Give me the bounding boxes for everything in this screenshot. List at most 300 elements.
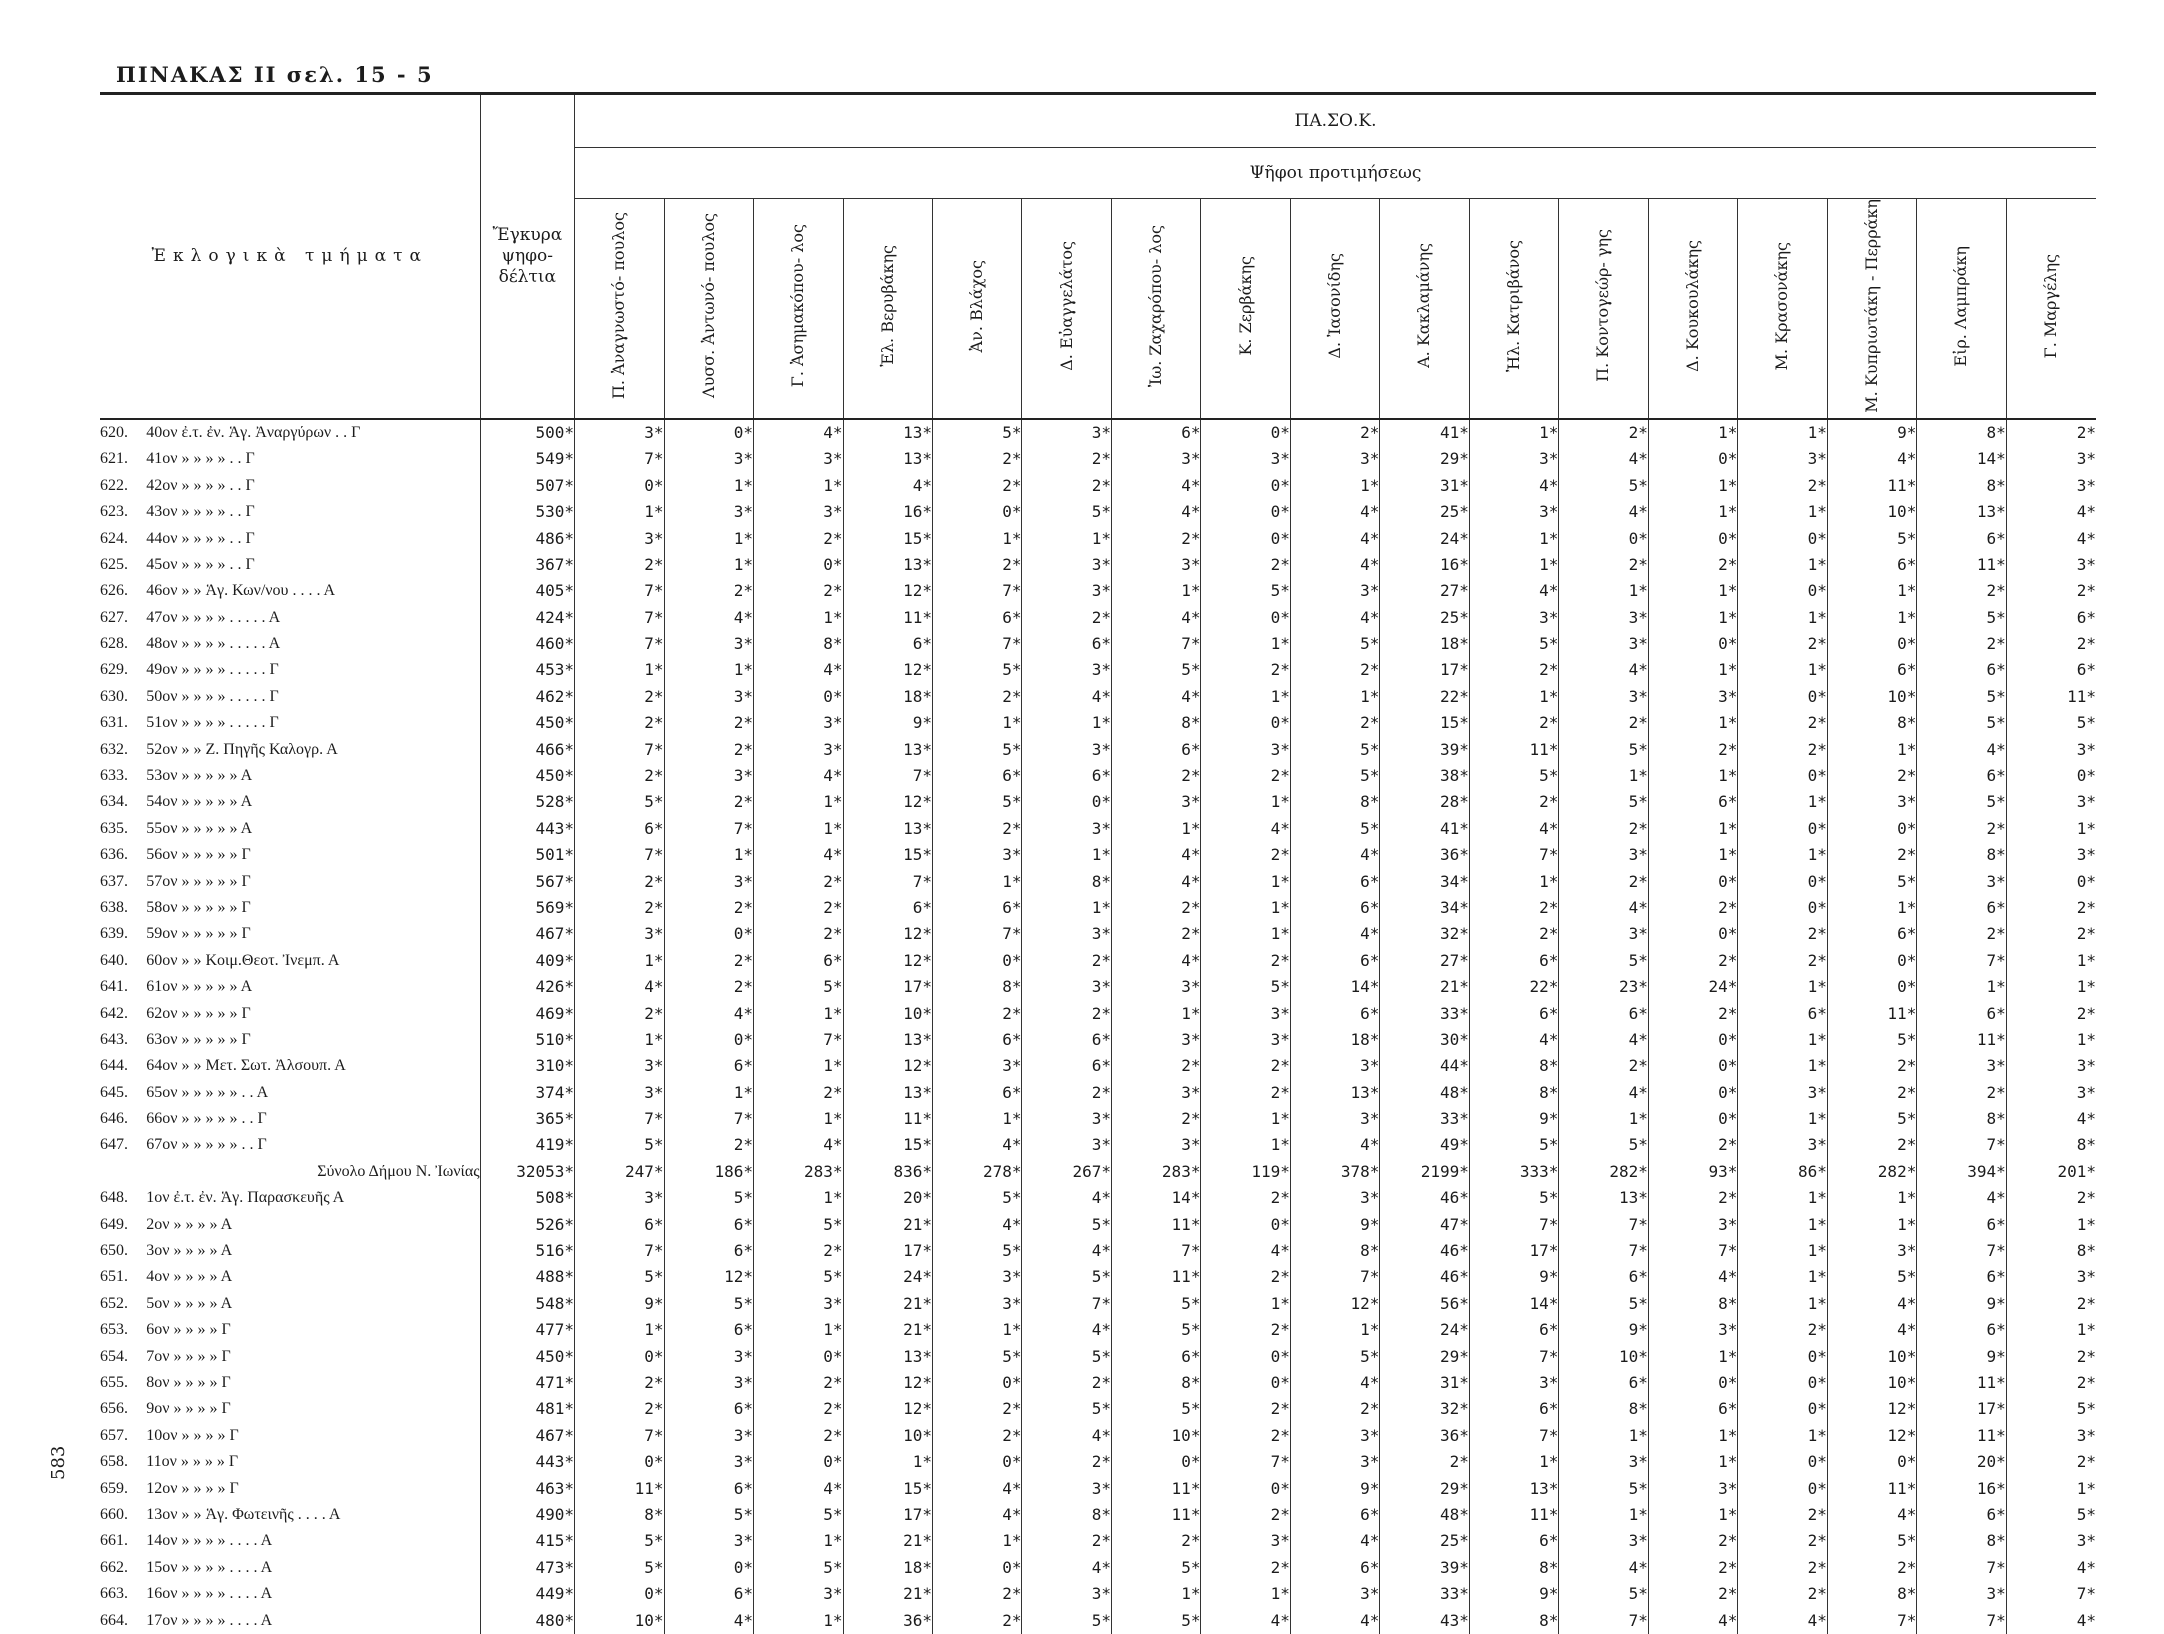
vote-cell: 11*	[1469, 1502, 1558, 1528]
vote-cell: 21*	[1380, 974, 1469, 1000]
vote-cell: 2*	[1201, 948, 1290, 974]
row-number: 658.	[100, 1453, 128, 1471]
valid-ballots-cell: 450*	[480, 710, 575, 736]
vote-cell: 0*	[933, 1370, 1022, 1396]
vote-cell: 2*	[664, 789, 753, 815]
vote-cell: 8*	[1111, 710, 1200, 736]
vote-cell: 8*	[1559, 1396, 1648, 1422]
vote-cell: 8*	[1469, 1053, 1558, 1079]
vote-cell: 2*	[1111, 1106, 1200, 1132]
vote-cell: 6*	[1917, 657, 2006, 683]
candidate-header	[1380, 199, 1469, 419]
vote-cell: 10*	[1827, 1343, 1916, 1369]
vote-cell: 1*	[754, 789, 843, 815]
valid-ballots-cell: 490*	[480, 1502, 575, 1528]
vote-cell: 1*	[2006, 1211, 2096, 1237]
vote-cell: 2*	[664, 1132, 753, 1158]
vote-cell: 4*	[1290, 604, 1379, 630]
row-number: 624.	[100, 529, 128, 547]
vote-cell: 3*	[1201, 1528, 1290, 1554]
vote-cell: 3*	[933, 1291, 1022, 1317]
table-row	[100, 1555, 2096, 1581]
vote-cell: 3*	[1469, 499, 1558, 525]
section-label: 3ον » » » » Α	[146, 1242, 233, 1260]
section-label: 49ον » » » » . . . . . Γ	[146, 661, 279, 679]
candidate-name: Ἐλ. Βερυβάκης	[877, 245, 897, 367]
vote-cell: 2*	[1201, 1555, 1290, 1581]
vote-cell: 1*	[575, 1317, 664, 1343]
vote-cell: 8*	[1022, 868, 1111, 894]
table-row	[100, 446, 2096, 472]
vote-cell: 4*	[1290, 1132, 1379, 1158]
vote-cell: 4*	[1111, 868, 1200, 894]
row-number: 632.	[100, 740, 128, 758]
table-body	[100, 419, 2096, 1634]
valid-ballots-cell: 549*	[480, 446, 575, 472]
vote-cell: 5*	[1111, 1291, 1200, 1317]
valid-ballots-cell: 569*	[480, 895, 575, 921]
section-label: 60ον » » Κοιμ.Θεοτ. Ἰνεμπ. Α	[146, 951, 340, 969]
vote-cell: 4*	[1559, 1555, 1648, 1581]
vote-cell: 1*	[1022, 525, 1111, 551]
candidate-header	[843, 199, 932, 419]
vote-cell: 0*	[1201, 473, 1290, 499]
vote-cell: 1*	[933, 868, 1022, 894]
vote-cell: 5*	[933, 1343, 1022, 1369]
vote-cell: 5*	[1559, 948, 1648, 974]
vote-cell: 2*	[933, 552, 1022, 578]
vote-cell: 29*	[1380, 446, 1469, 472]
candidate-header	[1648, 199, 1737, 419]
vote-cell: 3*	[1290, 1106, 1379, 1132]
vote-cell: 14*	[1290, 974, 1379, 1000]
vote-cell: 1*	[1648, 1343, 1737, 1369]
vote-cell: 9*	[1827, 419, 1916, 446]
vote-cell: 4*	[754, 842, 843, 868]
vote-cell: 186*	[664, 1159, 753, 1185]
table-row	[100, 1317, 2096, 1343]
vote-cell: 7*	[575, 446, 664, 472]
valid-ballots-cell: 424*	[480, 604, 575, 630]
vote-cell: 7*	[575, 842, 664, 868]
vote-cell: 9*	[1917, 1343, 2006, 1369]
vote-cell: 11*	[843, 604, 932, 630]
table-row	[100, 842, 2096, 868]
vote-cell: 282*	[1827, 1159, 1916, 1185]
vote-cell: 3*	[1111, 1080, 1200, 1106]
vote-cell: 4*	[664, 1000, 753, 1026]
vote-cell: 6*	[575, 816, 664, 842]
valid-ballots-cell: 449*	[480, 1581, 575, 1607]
vote-cell: 8*	[2006, 1132, 2096, 1158]
valid-ballots-cell: 508*	[480, 1185, 575, 1211]
vote-cell: 5*	[1201, 974, 1290, 1000]
vote-cell: 0*	[933, 948, 1022, 974]
vote-cell: 4*	[1559, 1027, 1648, 1053]
vote-cell: 5*	[1827, 868, 1916, 894]
vote-cell: 12*	[843, 789, 932, 815]
preferences-header: Ψῆφοι προτιμήσεως	[575, 148, 2096, 199]
vote-cell: 2*	[2006, 578, 2096, 604]
vote-cell: 11*	[1469, 736, 1558, 762]
vote-cell: 11*	[1111, 1475, 1200, 1501]
valid-ballots-header: Ἔγκυρα ψηφο- δέλτια	[480, 94, 575, 419]
vote-cell: 1*	[1827, 895, 1916, 921]
vote-cell: 13*	[1469, 1475, 1558, 1501]
vote-cell: 0*	[1648, 631, 1737, 657]
vote-cell: 1*	[2006, 1475, 2096, 1501]
vote-cell: 2*	[1559, 552, 1648, 578]
vote-cell: 9*	[843, 710, 932, 736]
vote-cell: 4*	[933, 1475, 1022, 1501]
vote-cell: 5*	[1559, 1475, 1648, 1501]
vote-cell: 5*	[1827, 1027, 1916, 1053]
vote-cell: 6*	[1559, 1264, 1648, 1290]
vote-cell: 0*	[1648, 1027, 1737, 1053]
vote-cell: 1*	[664, 552, 753, 578]
vote-cell: 2*	[1022, 1000, 1111, 1026]
vote-cell: 6*	[664, 1396, 753, 1422]
vote-cell: 4*	[1559, 446, 1648, 472]
valid-ballots-cell: 477*	[480, 1317, 575, 1343]
vote-cell: 36*	[1380, 842, 1469, 868]
vote-cell: 2*	[575, 1370, 664, 1396]
vote-cell: 17*	[1469, 1238, 1558, 1264]
vote-cell: 21*	[843, 1581, 932, 1607]
vote-cell: 48*	[1380, 1080, 1469, 1106]
vote-cell: 2*	[1738, 1555, 1827, 1581]
vote-cell: 6*	[1469, 1528, 1558, 1554]
vote-cell: 14*	[1469, 1291, 1558, 1317]
vote-cell: 3*	[754, 736, 843, 762]
vote-cell: 8*	[575, 1502, 664, 1528]
vote-cell: 119*	[1201, 1159, 1290, 1185]
vote-cell: 1*	[1201, 789, 1290, 815]
vote-cell: 30*	[1380, 1027, 1469, 1053]
vote-cell: 5*	[575, 789, 664, 815]
vote-cell: 2*	[1648, 1000, 1737, 1026]
vote-cell: 4*	[933, 1132, 1022, 1158]
vote-cell: 3*	[1738, 1132, 1827, 1158]
vote-cell: 1*	[1469, 525, 1558, 551]
vote-cell: 0*	[933, 499, 1022, 525]
vote-cell: 10*	[1827, 1370, 1916, 1396]
vote-cell: 5*	[664, 1185, 753, 1211]
vote-cell: 6*	[1290, 868, 1379, 894]
vote-cell: 4*	[1827, 1291, 1916, 1317]
vote-cell: 32*	[1380, 921, 1469, 947]
table-row	[100, 604, 2096, 630]
table-row	[100, 1132, 2096, 1158]
vote-cell: 5*	[2006, 1502, 2096, 1528]
vote-cell: 1*	[754, 1185, 843, 1211]
section-label: 64ον » » Μετ. Σωτ. Ἀλσουπ. Α	[146, 1057, 346, 1075]
vote-cell: 4*	[1559, 657, 1648, 683]
valid-ballots-cell: 409*	[480, 948, 575, 974]
vote-cell: 3*	[1648, 684, 1737, 710]
party-header: ΠΑ.ΣΟ.Κ.	[575, 94, 2096, 148]
valid-ballots-cell: 453*	[480, 657, 575, 683]
candidate-header	[1917, 199, 2006, 419]
table-row	[100, 1370, 2096, 1396]
vote-cell: 1*	[575, 499, 664, 525]
vote-cell: 8*	[1917, 842, 2006, 868]
vote-cell: 7*	[1917, 1607, 2006, 1633]
vote-cell: 5*	[1022, 1607, 1111, 1633]
vote-cell: 25*	[1380, 1528, 1469, 1554]
vote-cell: 7*	[1469, 1423, 1558, 1449]
vote-cell: 3*	[1022, 578, 1111, 604]
table-header	[100, 94, 2096, 419]
row-number: 638.	[100, 898, 128, 916]
vote-cell: 1*	[933, 525, 1022, 551]
table-row	[100, 948, 2096, 974]
vote-cell: 1*	[1648, 816, 1737, 842]
vote-cell: 6*	[664, 1053, 753, 1079]
total-label: Σύνολο Δήμου Ν. Ἰωνίας	[317, 1162, 480, 1180]
vote-cell: 2*	[754, 1396, 843, 1422]
candidate-name: Π. Κοντογεώρ- γης	[1593, 229, 1613, 383]
vote-cell: 46*	[1380, 1264, 1469, 1290]
section-label: 15ον » » » » . . . . Α	[146, 1558, 273, 1576]
vote-cell: 2*	[1648, 1528, 1737, 1554]
vote-cell: 0*	[575, 1343, 664, 1369]
valid-ballots-cell: 501*	[480, 842, 575, 868]
candidate-header	[1201, 199, 1290, 419]
vote-cell: 283*	[754, 1159, 843, 1185]
vote-cell: 1*	[1290, 684, 1379, 710]
vote-cell: 0*	[1201, 604, 1290, 630]
section-label: 51ον » » » » . . . . . Γ	[146, 714, 279, 732]
section-label: 61ον » » » » » Α	[146, 978, 253, 996]
vote-cell: 11*	[1827, 473, 1916, 499]
row-number: 645.	[100, 1083, 128, 1101]
vote-cell: 0*	[575, 1581, 664, 1607]
vote-cell: 2*	[1469, 895, 1558, 921]
section-label: 63ον » » » » » Γ	[146, 1030, 251, 1048]
vote-cell: 5*	[1917, 684, 2006, 710]
row-number: 637.	[100, 872, 128, 890]
vote-cell: 1*	[1648, 499, 1737, 525]
vote-cell: 0*	[1738, 1475, 1827, 1501]
vote-cell: 1*	[664, 657, 753, 683]
vote-cell: 5*	[1022, 1211, 1111, 1237]
section-label: 42ον » » » » . . Γ	[146, 476, 255, 494]
row-number: 661.	[100, 1532, 128, 1550]
vote-cell: 6*	[2006, 657, 2096, 683]
valid-ballots-cell: 486*	[480, 525, 575, 551]
vote-cell: 41*	[1380, 816, 1469, 842]
row-number: 634.	[100, 793, 128, 811]
vote-cell: 1*	[1648, 473, 1737, 499]
vote-cell: 0*	[1201, 419, 1290, 446]
vote-cell: 34*	[1380, 868, 1469, 894]
section-label: 8ον » » » » Γ	[146, 1374, 231, 1391]
vote-cell: 3*	[1559, 1449, 1648, 1475]
section-label: 11ον » » » » Γ	[146, 1453, 239, 1471]
vote-cell: 3*	[1022, 1132, 1111, 1158]
vote-cell: 2*	[2006, 1449, 2096, 1475]
vote-cell: 1*	[754, 816, 843, 842]
row-number: 644.	[100, 1057, 128, 1075]
vote-cell: 3*	[1290, 1185, 1379, 1211]
candidate-name: Γ. Μαργέλης	[2041, 253, 2061, 359]
vote-cell: 11*	[843, 1106, 932, 1132]
vote-cell: 56*	[1380, 1291, 1469, 1317]
row-number: 622.	[100, 476, 128, 494]
vote-cell: 7*	[1469, 1343, 1558, 1369]
vote-cell: 5*	[1917, 789, 2006, 815]
vote-cell: 0*	[1738, 816, 1827, 842]
row-number: 652.	[100, 1294, 128, 1312]
vote-cell: 282*	[1559, 1159, 1648, 1185]
vote-cell: 12*	[843, 1396, 932, 1422]
vote-cell: 6*	[1290, 1000, 1379, 1026]
vote-cell: 5*	[1469, 631, 1558, 657]
row-number: 655.	[100, 1374, 128, 1391]
vote-cell: 33*	[1380, 1581, 1469, 1607]
vote-cell: 5*	[933, 789, 1022, 815]
vote-cell: 1*	[1201, 1291, 1290, 1317]
vote-cell: 3*	[1290, 1449, 1379, 1475]
vote-cell: 34*	[1380, 895, 1469, 921]
valid-ballots-cell: 405*	[480, 578, 575, 604]
vote-cell: 3*	[933, 842, 1022, 868]
vote-cell: 2*	[933, 1000, 1022, 1026]
vote-cell: 0*	[1648, 525, 1737, 551]
vote-cell: 2*	[1738, 1581, 1827, 1607]
vote-cell: 3*	[1827, 789, 1916, 815]
valid-ballots-cell: 516*	[480, 1238, 575, 1264]
vote-cell: 5*	[754, 1502, 843, 1528]
vote-cell: 16*	[843, 499, 932, 525]
table-row	[100, 419, 2096, 446]
vote-cell: 4*	[1917, 736, 2006, 762]
vote-cell: 3*	[2006, 1528, 2096, 1554]
vote-cell: 6*	[1290, 948, 1379, 974]
vote-cell: 1*	[754, 604, 843, 630]
vote-cell: 2*	[754, 525, 843, 551]
vote-cell: 6*	[1469, 1000, 1558, 1026]
table-row	[100, 1264, 2096, 1290]
valid-ballots-cell: 469*	[480, 1000, 575, 1026]
vote-cell: 2*	[1022, 948, 1111, 974]
valid-ballots-cell: 528*	[480, 789, 575, 815]
vote-cell: 8*	[1917, 1528, 2006, 1554]
vote-cell: 6*	[1022, 631, 1111, 657]
vote-cell: 4*	[1290, 499, 1379, 525]
vote-cell: 2*	[664, 710, 753, 736]
vote-cell: 1*	[1201, 895, 1290, 921]
vote-cell: 1*	[2006, 1027, 2096, 1053]
vote-cell: 3*	[664, 1370, 753, 1396]
vote-cell: 1*	[1559, 1106, 1648, 1132]
vote-cell: 3*	[2006, 736, 2096, 762]
vote-cell: 2*	[1022, 1449, 1111, 1475]
vote-cell: 11*	[1111, 1211, 1200, 1237]
row-number: 626.	[100, 582, 128, 600]
vote-cell: 4*	[2006, 1607, 2096, 1633]
section-label: 56ον » » » » » Γ	[146, 846, 251, 864]
vote-cell: 9*	[1290, 1475, 1379, 1501]
vote-cell: 6*	[1827, 552, 1916, 578]
section-label: 67ον » » » » » . . Γ	[146, 1136, 267, 1154]
vote-cell: 7*	[1559, 1211, 1648, 1237]
vote-cell: 7*	[1827, 1607, 1916, 1633]
row-number: 663.	[100, 1585, 128, 1603]
vote-cell: 2*	[1648, 1132, 1737, 1158]
vote-cell: 39*	[1380, 736, 1469, 762]
vote-cell: 9*	[1469, 1264, 1558, 1290]
vote-cell: 2*	[1022, 604, 1111, 630]
section-label: 55ον » » » » » Α	[146, 819, 253, 837]
vote-cell: 12*	[1827, 1423, 1916, 1449]
vote-cell: 378*	[1290, 1159, 1379, 1185]
vote-cell: 1*	[1738, 1238, 1827, 1264]
valid-ballots-cell: 471*	[480, 1370, 575, 1396]
vote-cell: 22*	[1380, 684, 1469, 710]
vote-cell: 3*	[1290, 446, 1379, 472]
vote-cell: 2*	[1827, 1555, 1916, 1581]
vote-cell: 6*	[1648, 1396, 1737, 1422]
vote-cell: 0*	[1648, 1080, 1737, 1106]
vote-cell: 6*	[1827, 921, 1916, 947]
vote-cell: 2*	[1738, 1317, 1827, 1343]
vote-cell: 7*	[1469, 1211, 1558, 1237]
vote-cell: 7*	[1111, 631, 1200, 657]
vote-cell: 10*	[1827, 684, 1916, 710]
vote-cell: 4*	[1559, 499, 1648, 525]
vote-cell: 1*	[1738, 1291, 1827, 1317]
vote-cell: 6*	[1469, 1396, 1558, 1422]
row-number: 646.	[100, 1110, 128, 1128]
vote-cell: 1*	[1738, 1211, 1827, 1237]
vote-cell: 2*	[754, 1423, 843, 1449]
vote-cell: 5*	[1201, 578, 1290, 604]
vote-cell: 4*	[2006, 499, 2096, 525]
vote-cell: 6*	[1290, 895, 1379, 921]
table-row	[100, 473, 2096, 499]
vote-cell: 3*	[754, 446, 843, 472]
vote-cell: 12*	[843, 657, 932, 683]
vote-cell: 10*	[575, 1607, 664, 1633]
table-row	[100, 1343, 2096, 1369]
vote-cell: 12*	[1827, 1396, 1916, 1422]
vote-cell: 3*	[1022, 921, 1111, 947]
section-label: 10ον » » » » Γ	[146, 1426, 239, 1444]
vote-cell: 3*	[1648, 1475, 1737, 1501]
table-row	[100, 657, 2096, 683]
vote-cell: 5*	[1559, 473, 1648, 499]
vote-cell: 6*	[664, 1211, 753, 1237]
vote-cell: 12*	[664, 1264, 753, 1290]
vote-cell: 10*	[843, 1000, 932, 1026]
vote-cell: 7*	[1917, 948, 2006, 974]
row-number: 659.	[100, 1479, 128, 1497]
vote-cell: 0*	[1738, 868, 1827, 894]
vote-cell: 2*	[2006, 895, 2096, 921]
vote-cell: 1*	[1559, 1423, 1648, 1449]
vote-cell: 3*	[575, 525, 664, 551]
vote-cell: 394*	[1917, 1159, 2006, 1185]
vote-cell: 0*	[1738, 763, 1827, 789]
vote-cell: 3*	[1022, 1581, 1111, 1607]
vote-cell: 2*	[1022, 473, 1111, 499]
vote-cell: 1*	[1648, 1449, 1737, 1475]
vote-cell: 17*	[1380, 657, 1469, 683]
vote-cell: 12*	[843, 1053, 932, 1079]
vote-cell: 5*	[664, 1502, 753, 1528]
